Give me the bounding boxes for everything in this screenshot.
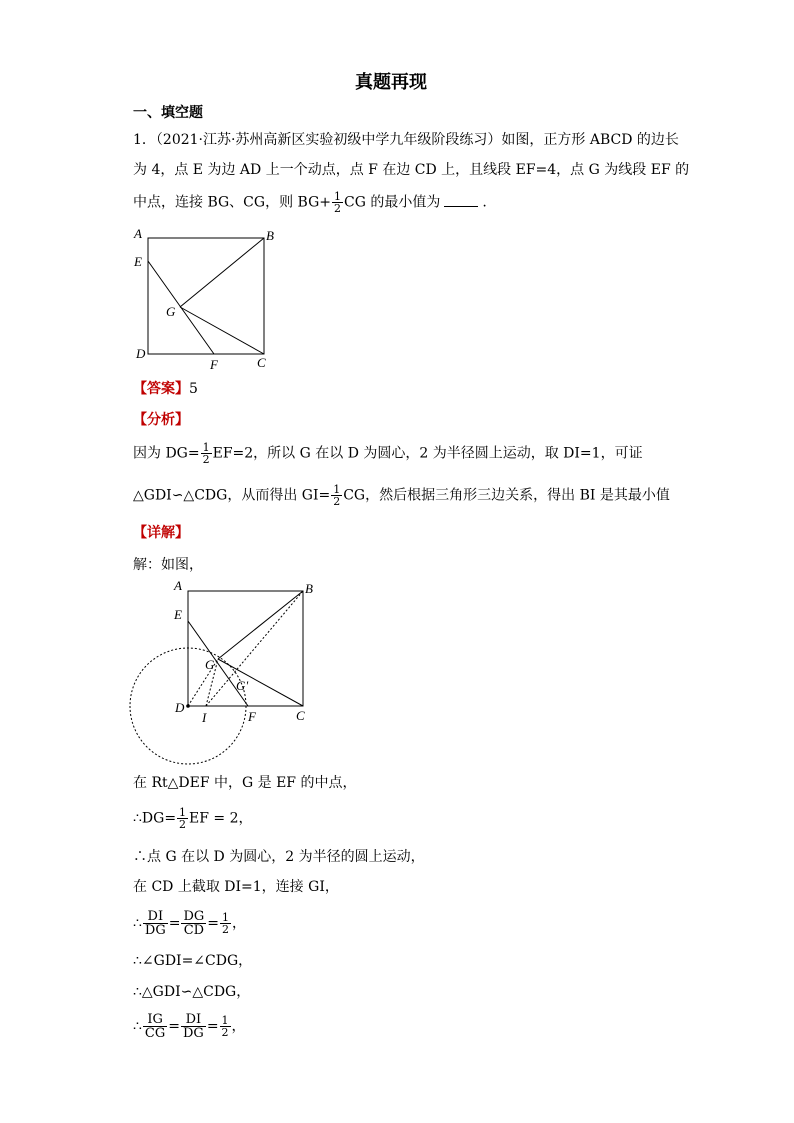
- fraction: $\frac{1}{2}$: [334, 190, 341, 215]
- answer-blank: [444, 194, 478, 207]
- fraction: $\frac{1}{2}$: [333, 483, 341, 508]
- fraction: $\frac{1}{2}$: [222, 911, 230, 936]
- detail-label: 【详解】: [133, 525, 189, 541]
- answer-value: 5: [189, 381, 198, 397]
- page-title: 真题再现: [355, 72, 427, 93]
- detail-step-4: 在 CD 上截取 DI=1，连接 GI，: [133, 879, 339, 895]
- fraction: $\frac{1}{2}$: [221, 1014, 229, 1039]
- point-d: [186, 704, 190, 708]
- segment-gb: [218, 591, 303, 659]
- answer-label: 【答案】: [133, 381, 189, 397]
- label-i: I: [202, 710, 207, 725]
- question-line-1: 1．（2021·江苏·苏州高新区实验初级中学九年级阶段练习）如图，正方形 ABCD 的边长: [133, 132, 679, 148]
- analysis-line-2: △GDI∽△CDG，从而得出 GI= $\frac{1}{2}$ CG，然后根据三角形三边关系，得出 BI 是其最小值: [133, 483, 670, 508]
- label-d: D: [136, 346, 146, 361]
- label-g: G: [166, 304, 176, 319]
- segment-gc: [180, 307, 264, 354]
- section-heading: 一、填空题: [133, 105, 203, 121]
- question-text-a: 中点，连接 BG、CG，则 BG+: [133, 194, 331, 211]
- analysis-line-1: 因为 DG= $\frac{1}{2}$ EF=2，所以 G 在以 D 为圆心，2 为半径圆上运动，取 DI=1，可证: [133, 441, 643, 466]
- fraction: $\frac{DI}{DG}$: [183, 1012, 204, 1041]
- detail-intro: 解：如图，: [133, 557, 203, 573]
- detail-step-5: ∴ $\frac{DI}{DG}$ = $\frac{DG}{CD}$ = $\frac{1}{2}$ ，: [133, 909, 247, 938]
- square-abcd: [148, 238, 264, 354]
- figure-square-1: [128, 225, 288, 375]
- label-f: F: [248, 709, 256, 724]
- detail-step-8: ∴ $\frac{IG}{CG}$ = $\frac{DI}{DG}$ = $\frac{1}{2}$ ，: [133, 1012, 246, 1041]
- label-e: E: [174, 607, 182, 622]
- answer-row: [133, 382, 198, 396]
- label-c: C: [257, 355, 266, 370]
- fraction: $\frac{DG}{CD}$: [183, 909, 205, 938]
- label-g: G: [205, 657, 215, 672]
- label-f: F: [210, 357, 218, 372]
- analysis-label: 【分析】: [133, 412, 189, 428]
- fraction: $\frac{1}{2}$: [179, 806, 187, 831]
- fraction: $\frac{DI}{DG}$: [144, 909, 166, 938]
- detail-step-3: ∴点 G 在以 D 为圆心，2 为半径的圆上运动，: [133, 849, 425, 865]
- figure-square-2: [128, 575, 318, 765]
- segment-ef: [188, 621, 248, 706]
- segment-gb: [180, 238, 264, 307]
- label-b: B: [305, 581, 313, 596]
- label-b: B: [266, 228, 274, 243]
- label-a: A: [174, 578, 182, 593]
- question-text-b: CG 的最小值为: [344, 194, 441, 211]
- fraction: $\frac{1}{2}$: [202, 441, 210, 466]
- question-line-3: [133, 191, 487, 214]
- label-a: A: [134, 226, 142, 241]
- detail-step-2: ∴DG= $\frac{1}{2}$ EF = 2，: [133, 806, 253, 831]
- detail-step-7: ∴△GDI∽△CDG，: [133, 984, 251, 1000]
- label-e: E: [134, 254, 142, 269]
- detail-step-1: 在 Rt△DEF 中，G 是 EF 的中点，: [133, 775, 357, 791]
- question-line-2: 为 4，点 E 为边 AD 上一个动点，点 F 在边 CD 上，且线段 EF=4，点 G 为线段 EF 的: [133, 162, 690, 178]
- segment-ib: [206, 591, 303, 706]
- label-c: C: [296, 708, 305, 723]
- question-text-c: .: [482, 194, 487, 211]
- label-d: D: [175, 700, 185, 715]
- fraction: $\frac{IG}{CG}$: [144, 1012, 166, 1041]
- label-g-prime: G': [236, 678, 249, 693]
- segment-gc: [218, 659, 303, 706]
- detail-step-6: ∴∠GDI=∠CDG，: [133, 953, 253, 969]
